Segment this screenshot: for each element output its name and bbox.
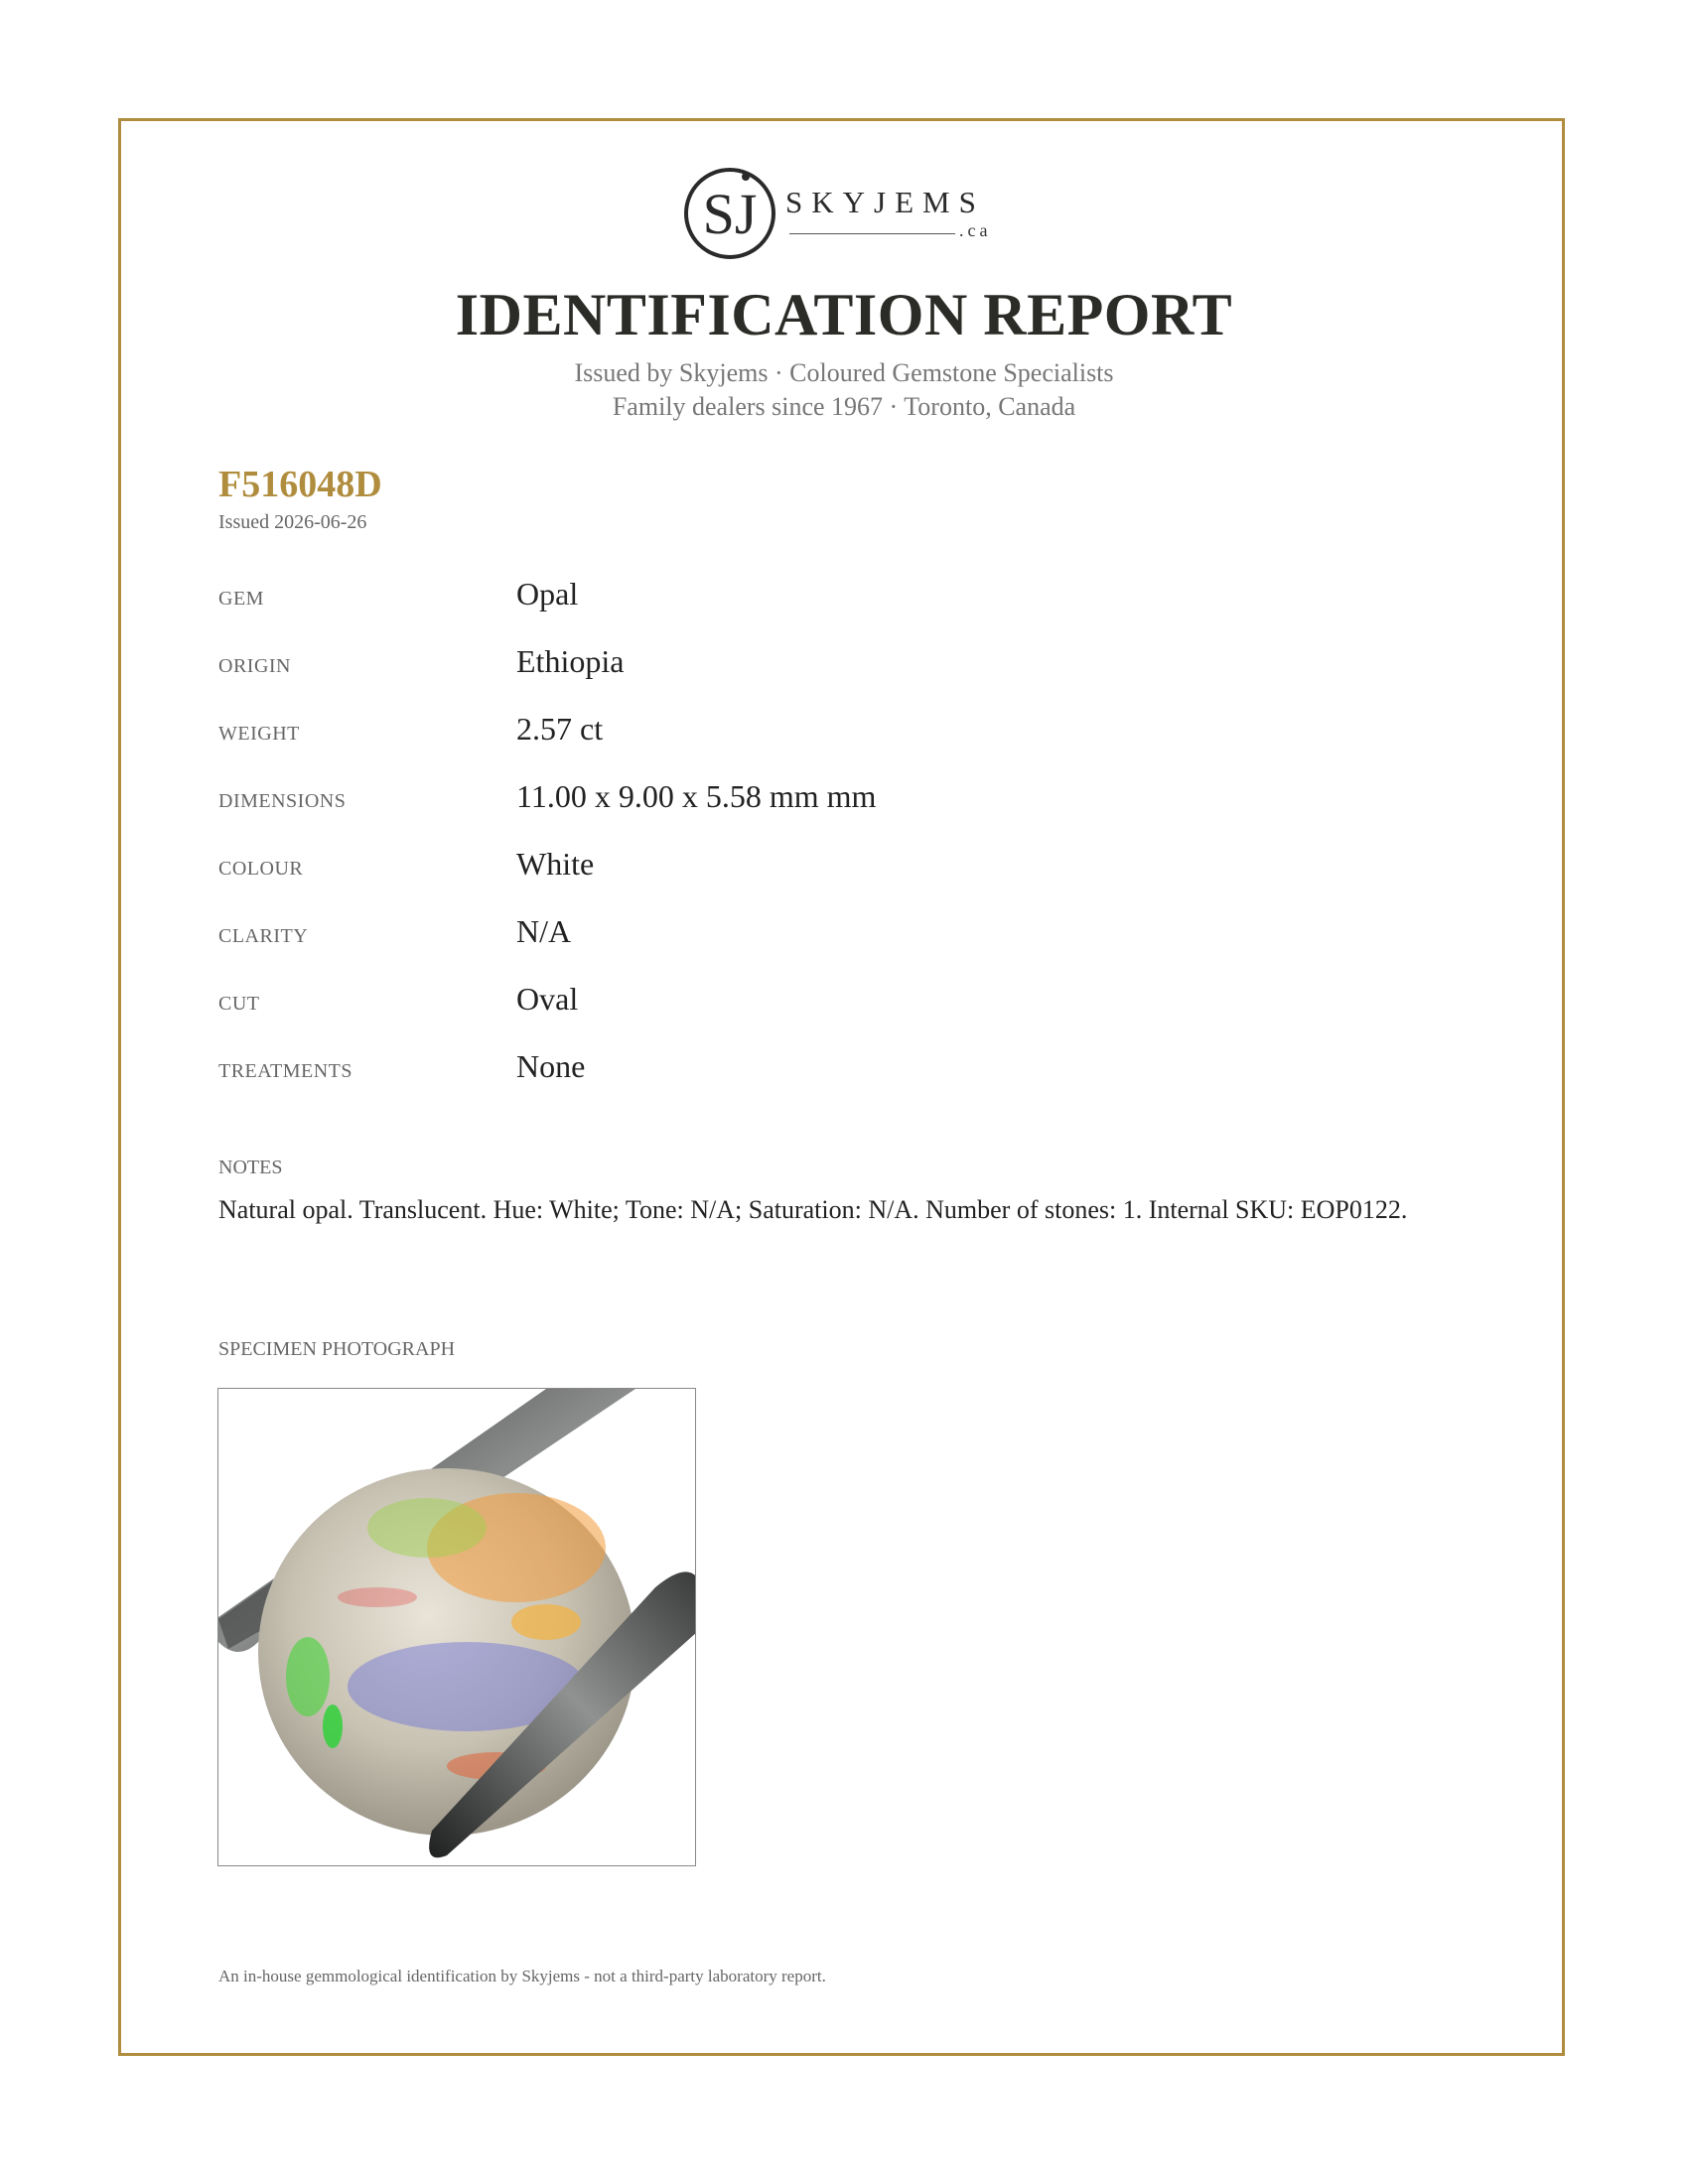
field-label-clarity: CLARITY <box>218 925 309 947</box>
notes-text: Natural opal. Translucent. Hue: White; Tone: N/A; Saturation: N/A. Number of stones: 1. Internal SKU: EOP0122. <box>218 1195 1408 1224</box>
footer-disclaimer: An in-house gemmological identification by Skyjems - not a third-party laboratory report. <box>218 1967 826 1985</box>
field-label-weight: WEIGHT <box>218 723 300 745</box>
field-label-origin: ORIGIN <box>218 655 291 677</box>
report-id: F516048D <box>218 464 382 505</box>
logo-wordmark: SKYJEMS <box>785 185 985 219</box>
notes-label: NOTES <box>218 1157 283 1178</box>
field-label-dimensions: DIMENSIONS <box>218 790 347 812</box>
report-title: IDENTIFICATION REPORT <box>455 282 1233 347</box>
opal-specimen-image <box>218 1389 696 1866</box>
subtitle-issuer: Issued by Skyjems · Coloured Gemstone Specialists <box>574 358 1114 387</box>
subtitle-location: Family dealers since 1967 · Toronto, Canada <box>612 392 1076 421</box>
field-label-cut: CUT <box>218 993 260 1015</box>
field-value-clarity: N/A <box>516 913 572 949</box>
field-value-colour: White <box>516 846 595 882</box>
field-label-colour: COLOUR <box>218 858 304 880</box>
field-value-dimensions: 11.00 x 9.00 x 5.58 mm mm <box>516 778 877 814</box>
field-value-treatments: None <box>516 1048 586 1084</box>
field-value-gem: Opal <box>516 576 579 612</box>
specimen-photo <box>217 1388 696 1866</box>
issued-date: Issued 2026-06-26 <box>218 511 367 533</box>
field-label-treatments: TREATMENTS <box>218 1060 352 1082</box>
svg-text:SJ: SJ <box>702 182 758 246</box>
field-value-origin: Ethiopia <box>516 643 625 679</box>
field-value-weight: 2.57 ct <box>516 711 604 747</box>
logo-underline <box>789 233 955 234</box>
logo-domain-suffix: .ca <box>959 220 992 240</box>
field-value-cut: Oval <box>516 981 579 1017</box>
photo-label: SPECIMEN PHOTOGRAPH <box>218 1338 456 1360</box>
field-label-gem: GEM <box>218 588 264 610</box>
